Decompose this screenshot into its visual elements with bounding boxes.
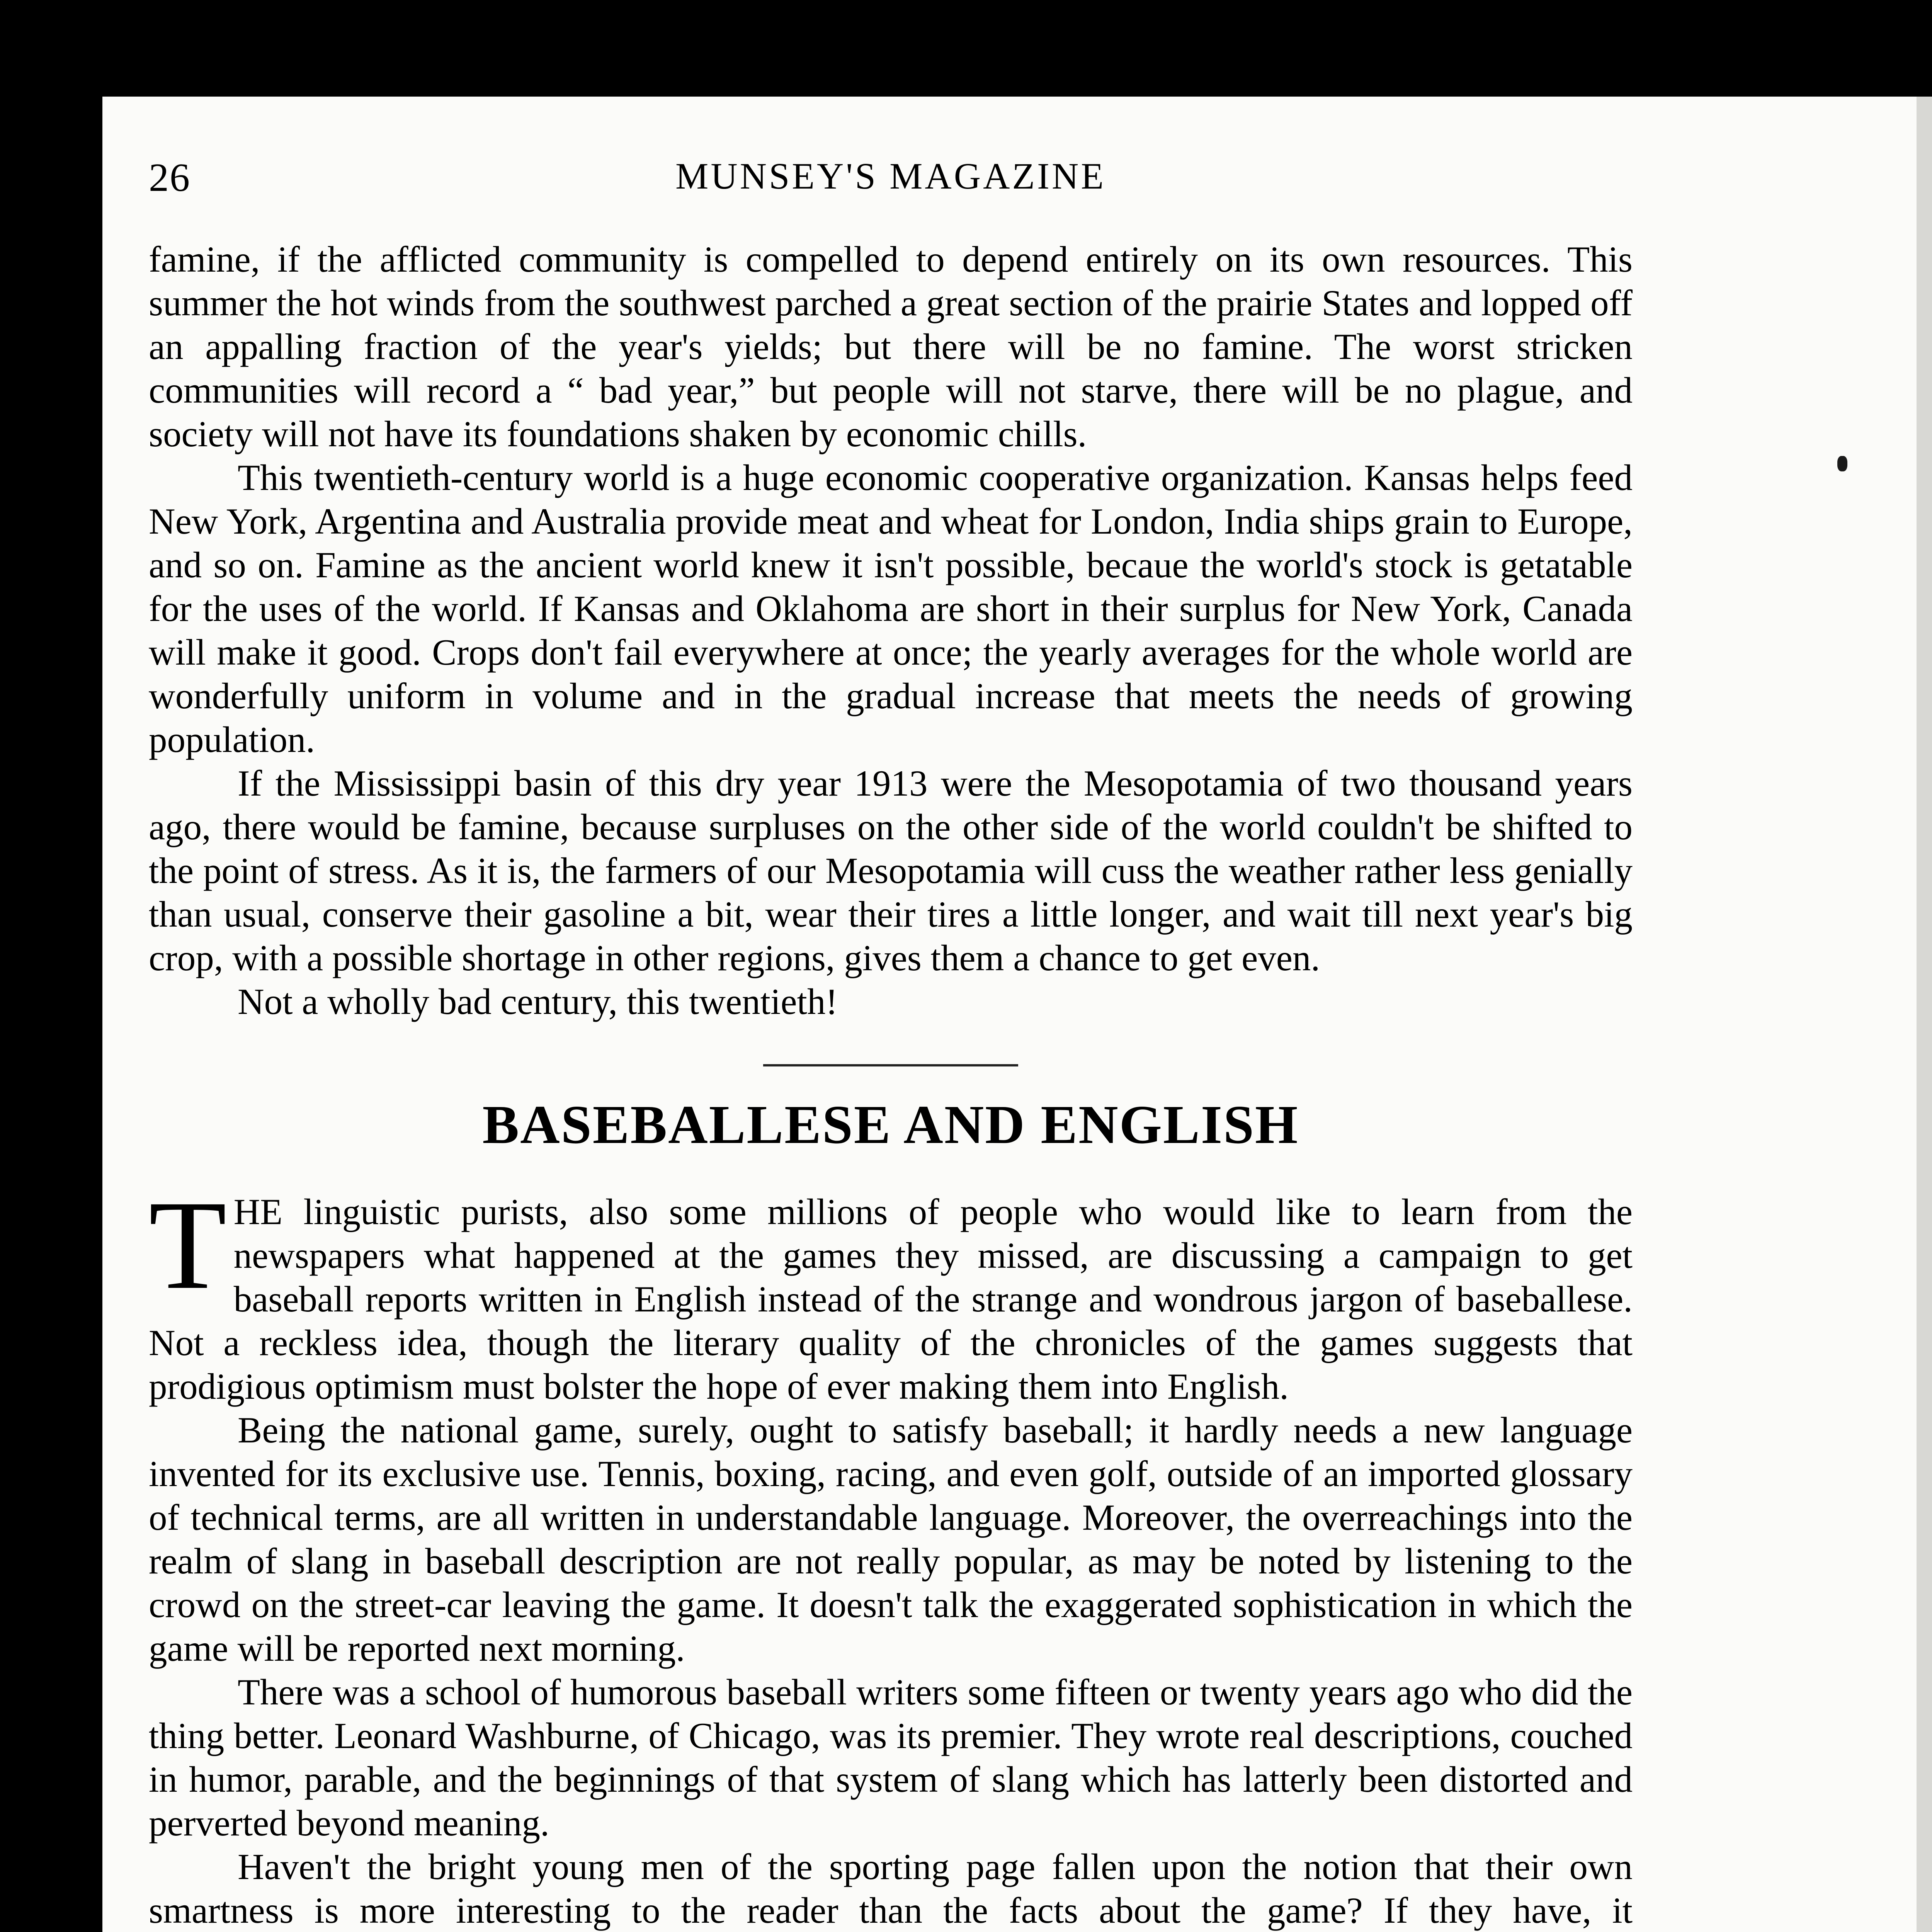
paragraph: This twentieth-century world is a huge economic cooperative organization. Kansas helps feed New York, Argentina and Australia provide meat and wheat for London, India ships grain to Europe, and so on. Famine as the ancient world knew it isn't possible, becaue the world's stock is getatable for the uses of the world. If Kansas and Oklahoma are short in their surplus for New York, Canada will make it good. Crops don't fail everywhere at once; the yearly averages for the whole world are wonderfully uniform in volume and in the gradual increase that meets the needs of growing population. <box>149 457 1633 760</box>
paragraph: There was a school of humorous baseball writers some fifteen or twenty years ago who did the thing better. Leonard Washburne, of Chicago, was its premier. They wrote real descriptions, couched in humor, parable, and the beginnings of that system of slang which has latterly been distorted and perverted beyond meaning. <box>149 1672 1633 1844</box>
page-number: 26 <box>149 155 190 200</box>
paragraph: Haven't the bright young men of the sporting page fallen upon the notion that their own smartness is more interesting to the reader than the facts about the game? If they have, it <box>149 1846 1633 1931</box>
margin-speck <box>1837 456 1847 471</box>
drop-cap: T <box>149 1175 227 1316</box>
magazine-title: MUNSEY'S MAGAZINE <box>675 155 1106 197</box>
paragraph: If the Mississippi basin of this dry year 1913 were the Mesopotamia of two thousand years ago, there would be famine, because surpluses on the other side of the world couldn't be shifted to the point of stress. As it is, the farmers of our Mesopotamia will cuss the weather rather less genially than usual, conserve their gasoline a bit, wear their tires a little longer, and wait till next year's big crop, with a possible shortage in other regions, gives them a chance to get even. <box>149 763 1633 978</box>
paragraph: famine, if the afflicted community is compelled to depend entirely on its own resources. This summer the hot winds from the southwest parched a great section of the prairie States and lopped off an appalling fraction of the year's yields; but there will be no famine. The worst stricken communities will record a “ bad year,” but people will not starve, there will be no plague, and society will not have its foundations shaken by economic chills. <box>149 239 1633 454</box>
first-paragraph <box>149 1175 1633 1408</box>
running-head <box>149 155 1633 220</box>
text-column <box>149 238 1633 1932</box>
first-paragraph-text: HE linguistic purists, also some millions of people who would like to learn from the newspapers what happened at the games they missed, are discussing a campaign to get baseball reports written in English instead of the strange and wondrous jargon of baseballese. Not a reckless idea, though the literary quality of the chronicles of the games suggests that prodigious optimism must bolster the hope of ever making them into English. <box>149 1191 1633 1407</box>
paragraph: Being the national game, surely, ought to satisfy baseball; it hardly needs a new language invented for its exclusive use. Tennis, boxing, racing, and even golf, outside of an imported glossary of technical terms, are all written in understandable language. Moreover, the overreachings into the realm of slang in baseball description are not really popular, as may be noted by listening to the crowd on the street-car leaving the game. It doesn't talk the exaggerated sophistication in which the game will be reported next morning. <box>149 1410 1633 1669</box>
page-edge-shadow <box>1917 97 1932 1932</box>
article-title: BASEBALLESE AND ENGLISH <box>482 1094 1299 1155</box>
section-divider <box>763 1064 1018 1066</box>
paragraph: Not a wholly bad century, this twentieth! <box>238 981 838 1022</box>
